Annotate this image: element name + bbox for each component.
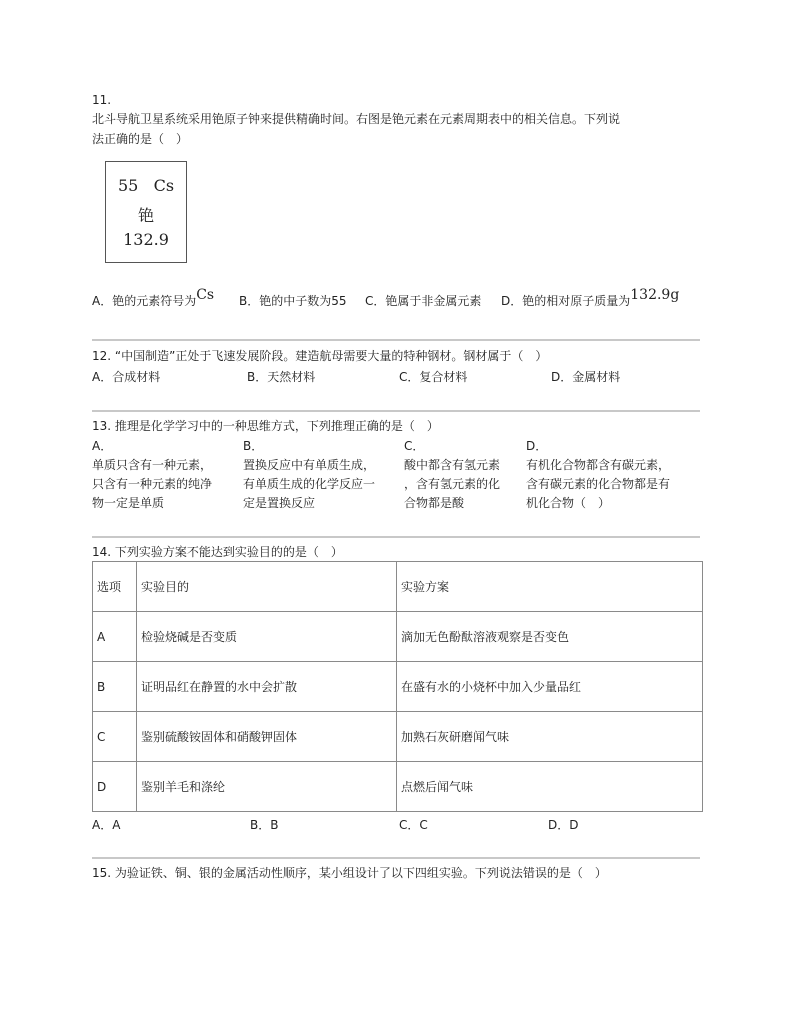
q14-stem: 14. 下列实验方案不能达到实验目的的是（ ） xyxy=(92,545,343,559)
divider xyxy=(92,536,700,538)
element-mass: 132.9 xyxy=(123,230,169,249)
q12-stem: 12. “中国制造”正处于飞速发展阶段。建造航母需要大量的特种钢材。钢材属于（ ） xyxy=(92,349,548,363)
q14-option-b: B．B xyxy=(250,818,279,832)
periodic-element-card xyxy=(105,161,187,263)
q13-stem: 13. 推理是化学学习中的一种思维方式，下列推理正确的是（ ） xyxy=(92,419,439,433)
element-symbol: Cs xyxy=(153,176,175,195)
q11-option-d: D．铯的相对原子质量为132.9g xyxy=(501,287,680,308)
q11-option-a: A．铯的元素符号为Cs xyxy=(92,287,215,308)
table-cell: B xyxy=(93,662,137,712)
table-row xyxy=(93,662,703,712)
table-cell: 点燃后闻气味 xyxy=(397,762,703,812)
table-cell: 鉴别硫酸铵固体和硝酸钾固体 xyxy=(137,712,397,762)
table-header: 实验方案 xyxy=(397,562,703,612)
q13-option-a: A． 单质只含有一种元素， 只含有一种元素的纯净 物一定是单质 xyxy=(92,439,213,510)
q14-option-c: C．C xyxy=(399,818,428,832)
table-row xyxy=(93,712,703,762)
table-cell: A xyxy=(93,612,137,662)
experiment-table xyxy=(92,561,703,812)
element-number-symbol xyxy=(106,176,186,195)
q12-option-b: B．天然材料 xyxy=(247,370,316,384)
q13-option-d: D． 有机化合物都含有碳元素， 含有碳元素的化合物都是有 机化合物（ ） xyxy=(526,439,671,510)
table-cell: 证明品红在静置的水中会扩散 xyxy=(137,662,397,712)
table-cell: 滴加无色酚酞溶液观察是否变色 xyxy=(397,612,703,662)
q12-option-a: A．合成材料 xyxy=(92,370,161,384)
q14-option-a: A．A xyxy=(92,818,121,832)
table-cell: D xyxy=(93,762,137,812)
table-cell: 加熟石灰研磨闻气味 xyxy=(397,712,703,762)
q12-option-c: C．复合材料 xyxy=(399,370,468,384)
table-header: 实验目的 xyxy=(137,562,397,612)
table-cell: 在盛有水的小烧杯中加入少量品红 xyxy=(397,662,703,712)
q13-option-c: C． 酸中都含有氢元素 ，含有氢元素的化 合物都是酸 xyxy=(404,439,501,510)
q11-option-b: B．铯的中子数为55 xyxy=(239,294,347,308)
q15-stem: 15. 为验证铁、铜、银的金属活动性顺序，某小组设计了以下四组实验。下列说法错误的是（ ） xyxy=(92,866,607,880)
q11-option-d-value: 132.9g xyxy=(630,287,680,303)
table-row xyxy=(93,612,703,662)
element-name: 铯 xyxy=(137,206,154,225)
q11-stem-line2: 法正确的是（ ） xyxy=(92,132,189,146)
q11-option-c: C．铯属于非金属元素 xyxy=(365,294,482,308)
q11-number: 11. xyxy=(92,93,112,107)
table-cell: 检验烧碱是否变质 xyxy=(137,612,397,662)
table-header-row xyxy=(93,562,703,612)
table-cell: 鉴别羊毛和涤纶 xyxy=(137,762,397,812)
table-row xyxy=(93,762,703,812)
q13-option-b: B． 置换反应中有单质生成， 有单质生成的化学反应一 定是置换反应 xyxy=(243,439,376,510)
q12-option-d: D．金属材料 xyxy=(551,370,621,384)
q11-stem-line1: 北斗导航卫星系统采用铯原子钟来提供精确时间。右图是铯元素在元素周期表中的相关信息。下列说 xyxy=(92,112,621,126)
divider xyxy=(92,857,700,859)
element-atomic-number: 55 xyxy=(117,176,139,195)
q11-option-a-value: Cs xyxy=(196,287,215,303)
divider xyxy=(92,339,700,341)
divider xyxy=(92,410,700,412)
table-cell: C xyxy=(93,712,137,762)
table-header: 选项 xyxy=(93,562,137,612)
q14-option-d: D．D xyxy=(548,818,579,832)
